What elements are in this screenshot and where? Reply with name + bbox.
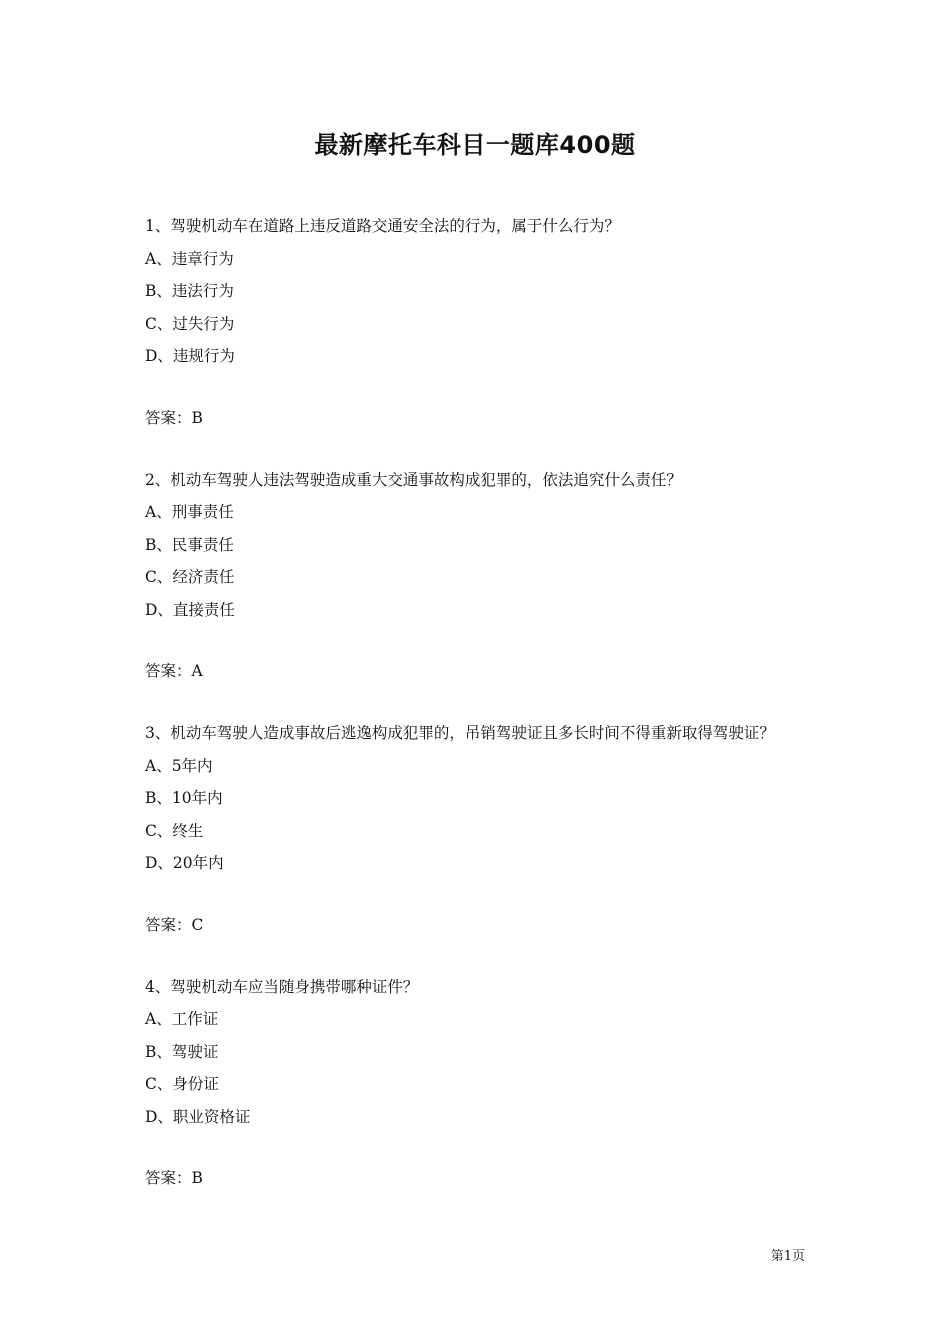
question-block (145, 717, 825, 971)
answer-line: 答案：B (145, 408, 203, 427)
question-text: 2、机动车驾驶人违法驾驶造成重大交通事故构成犯罪的，依法追究什么责任？ (145, 470, 682, 489)
option-b: B、驾驶证 (145, 1042, 219, 1061)
question-text: 3、机动车驾驶人造成事故后逃逸构成犯罪的，吊销驾驶证且多长时间不得重新取得驾驶证？ (145, 724, 775, 742)
option-c: C、身份证 (145, 1075, 219, 1093)
question-text: 1、驾驶机动车在道路上违反道路交通安全法的行为，属于什么行为？ (145, 217, 620, 235)
option-d: D、20年内 (145, 854, 224, 872)
question-block (145, 971, 825, 1225)
option-b: B、民事责任 (145, 535, 234, 554)
spacer (145, 880, 825, 909)
option-c: C、经济责任 (145, 568, 235, 586)
option-d: D、职业资格证 (145, 1107, 251, 1126)
option-d: D、违规行为 (145, 347, 235, 365)
question-block (145, 464, 825, 718)
spacer (145, 626, 825, 655)
question-list (145, 210, 825, 1224)
option-c: C、终生 (145, 821, 204, 840)
answer-line: 答案：B (145, 1169, 203, 1187)
option-a: A、5年内 (145, 756, 213, 775)
question-text: 4、驾驶机动车应当随身携带哪种证件？ (145, 977, 419, 996)
spacer (145, 1133, 825, 1162)
option-b: B、违法行为 (145, 282, 234, 300)
option-c: C、过失行为 (145, 314, 235, 333)
spacer (145, 373, 825, 402)
option-d: D、直接责任 (145, 600, 235, 619)
option-a: A、违章行为 (145, 249, 234, 268)
page-number: 第1页 (770, 1249, 805, 1264)
answer-line: 答案：A (145, 662, 203, 680)
option-a: A、工作证 (145, 1010, 219, 1028)
option-a: A、刑事责任 (145, 503, 234, 521)
answer-line: 答案：C (145, 915, 204, 934)
option-b: B、10年内 (145, 789, 223, 807)
question-block (145, 210, 825, 464)
page-title: 最新摩托车科目一题库400题 (314, 131, 636, 159)
